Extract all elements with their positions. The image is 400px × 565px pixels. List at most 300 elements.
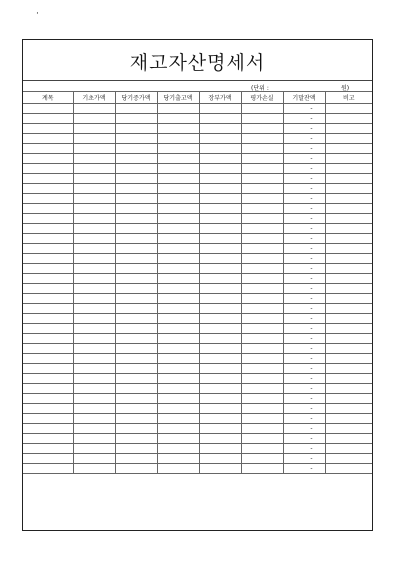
table-cell[interactable] [157, 394, 199, 404]
table-cell[interactable] [157, 434, 199, 444]
ending-balance-cell[interactable]: - [283, 364, 325, 374]
table-cell[interactable] [241, 424, 283, 434]
table-cell[interactable] [241, 294, 283, 304]
table-cell[interactable] [157, 384, 199, 394]
table-cell[interactable] [325, 314, 372, 324]
table-cell[interactable] [73, 274, 115, 284]
table-cell[interactable] [115, 314, 157, 324]
table-cell[interactable] [325, 454, 372, 464]
table-row [23, 364, 372, 374]
table-cell[interactable] [157, 154, 199, 164]
ending-balance-cell[interactable]: - [283, 274, 325, 284]
table-cell[interactable] [115, 214, 157, 224]
table-cell[interactable] [115, 204, 157, 214]
table-cell[interactable] [199, 104, 241, 114]
table-cell[interactable] [73, 154, 115, 164]
table-cell[interactable] [23, 154, 73, 164]
table-cell[interactable] [157, 424, 199, 434]
table-cell[interactable] [199, 334, 241, 344]
table-cell[interactable] [23, 434, 73, 444]
table-cell[interactable] [115, 234, 157, 244]
ending-balance-cell[interactable]: - [283, 144, 325, 154]
table-cell[interactable] [241, 284, 283, 294]
ending-balance-cell[interactable]: - [283, 124, 325, 134]
table-cell[interactable] [199, 204, 241, 214]
table-cell[interactable] [157, 264, 199, 274]
table-cell[interactable] [325, 434, 372, 444]
table-cell[interactable] [325, 134, 372, 144]
table-cell[interactable] [241, 254, 283, 264]
table-cell[interactable] [73, 104, 115, 114]
table-cell[interactable] [325, 304, 372, 314]
table-cell[interactable] [199, 184, 241, 194]
ending-balance-cell[interactable]: - [283, 254, 325, 264]
table-cell[interactable] [23, 204, 73, 214]
table-cell[interactable] [325, 154, 372, 164]
table-cell[interactable] [241, 384, 283, 394]
table-cell[interactable] [157, 134, 199, 144]
table-cell[interactable] [241, 124, 283, 134]
table-cell[interactable] [23, 464, 73, 474]
table-cell[interactable] [115, 264, 157, 274]
ending-balance-cell[interactable]: - [283, 214, 325, 224]
table-cell[interactable] [157, 304, 199, 314]
ending-balance-cell[interactable]: - [283, 354, 325, 364]
table-cell[interactable] [241, 164, 283, 174]
table-cell[interactable] [199, 274, 241, 284]
table-cell[interactable] [23, 114, 73, 124]
table-cell[interactable] [199, 134, 241, 144]
table-cell[interactable] [325, 444, 372, 454]
table-row [23, 174, 372, 184]
table-cell[interactable] [115, 274, 157, 284]
table-cell[interactable] [23, 284, 73, 294]
table-cell[interactable] [241, 224, 283, 234]
table-cell[interactable] [73, 114, 115, 124]
table-cell[interactable] [73, 374, 115, 384]
table-cell[interactable] [325, 364, 372, 374]
ending-balance-cell[interactable]: - [283, 154, 325, 164]
table-cell[interactable] [115, 154, 157, 164]
ending-balance-cell[interactable]: - [283, 194, 325, 204]
table-cell[interactable] [199, 414, 241, 424]
ending-balance-cell[interactable]: - [283, 284, 325, 294]
table-cell[interactable] [199, 214, 241, 224]
table-cell[interactable] [241, 444, 283, 454]
table-cell[interactable] [157, 454, 199, 464]
table-cell[interactable] [23, 314, 73, 324]
table-cell[interactable] [73, 174, 115, 184]
ending-balance-cell[interactable]: - [283, 404, 325, 414]
table-cell[interactable] [115, 384, 157, 394]
table-cell[interactable] [241, 304, 283, 314]
table-cell[interactable] [199, 174, 241, 184]
table-cell[interactable] [325, 104, 372, 114]
table-cell[interactable] [115, 404, 157, 414]
table-cell[interactable] [241, 104, 283, 114]
table-cell[interactable] [157, 244, 199, 254]
table-cell[interactable] [241, 134, 283, 144]
table-cell[interactable] [73, 424, 115, 434]
table-cell[interactable] [115, 164, 157, 174]
table-cell[interactable] [23, 274, 73, 284]
table-cell[interactable] [23, 414, 73, 424]
table-cell[interactable] [157, 164, 199, 174]
table-cell[interactable] [73, 204, 115, 214]
table-cell[interactable] [325, 464, 372, 474]
table-cell[interactable] [325, 264, 372, 274]
table-cell[interactable] [325, 404, 372, 414]
table-cell[interactable] [241, 324, 283, 334]
table-cell[interactable] [325, 174, 372, 184]
table-cell[interactable] [23, 374, 73, 384]
table-cell[interactable] [325, 194, 372, 204]
table-cell[interactable] [73, 344, 115, 354]
table-cell[interactable] [157, 414, 199, 424]
table-cell[interactable] [23, 364, 73, 374]
table-cell[interactable] [73, 284, 115, 294]
table-cell[interactable] [115, 374, 157, 384]
table-cell[interactable] [23, 244, 73, 254]
table-cell[interactable] [115, 144, 157, 154]
ending-balance-cell[interactable]: - [283, 444, 325, 454]
table-cell[interactable] [115, 424, 157, 434]
table-cell[interactable] [199, 374, 241, 384]
ending-balance-cell[interactable]: - [283, 414, 325, 424]
table-cell[interactable] [325, 274, 372, 284]
table-cell[interactable] [23, 194, 73, 204]
table-cell[interactable] [241, 214, 283, 224]
table-cell[interactable] [115, 294, 157, 304]
table-cell[interactable] [157, 324, 199, 334]
ending-balance-cell[interactable]: - [283, 424, 325, 434]
table-cell[interactable] [241, 414, 283, 424]
inventory-table [23, 91, 372, 474]
table-cell[interactable] [199, 424, 241, 434]
table-cell[interactable] [241, 234, 283, 244]
table-cell[interactable] [241, 334, 283, 344]
table-cell[interactable] [73, 294, 115, 304]
table-cell[interactable] [199, 294, 241, 304]
table-cell[interactable] [23, 444, 73, 454]
table-cell[interactable] [115, 244, 157, 254]
ending-balance-cell[interactable]: - [283, 394, 325, 404]
table-cell[interactable] [241, 434, 283, 444]
table-cell[interactable] [23, 384, 73, 394]
table-cell[interactable] [157, 104, 199, 114]
table-cell[interactable] [157, 274, 199, 284]
ending-balance-cell[interactable]: - [283, 114, 325, 124]
table-cell[interactable] [325, 414, 372, 424]
table-cell[interactable] [115, 434, 157, 444]
table-cell[interactable] [325, 144, 372, 154]
table-cell[interactable] [73, 394, 115, 404]
table-cell[interactable] [325, 394, 372, 404]
ending-balance-cell[interactable]: - [283, 174, 325, 184]
table-cell[interactable] [115, 134, 157, 144]
table-cell[interactable] [325, 354, 372, 364]
table-cell[interactable] [115, 344, 157, 354]
table-cell[interactable] [115, 254, 157, 264]
table-cell[interactable] [115, 184, 157, 194]
table-cell[interactable] [325, 244, 372, 254]
table-cell[interactable] [157, 314, 199, 324]
table-cell[interactable] [23, 174, 73, 184]
table-cell[interactable] [23, 334, 73, 344]
table-cell[interactable] [199, 264, 241, 274]
table-cell[interactable] [325, 374, 372, 384]
table-cell[interactable] [73, 214, 115, 224]
table-cell[interactable] [115, 354, 157, 364]
table-cell[interactable] [73, 194, 115, 204]
table-cell[interactable] [199, 234, 241, 244]
table-cell[interactable] [23, 354, 73, 364]
table-cell[interactable] [325, 344, 372, 354]
table-cell[interactable] [115, 174, 157, 184]
table-cell[interactable] [23, 424, 73, 434]
table-cell[interactable] [23, 124, 73, 134]
table-cell[interactable] [199, 194, 241, 204]
table-cell[interactable] [157, 364, 199, 374]
table-cell[interactable] [23, 264, 73, 274]
table-cell[interactable] [199, 354, 241, 364]
table-cell[interactable] [23, 214, 73, 224]
table-cell[interactable] [199, 284, 241, 294]
table-cell[interactable] [73, 364, 115, 374]
table-cell[interactable] [23, 144, 73, 154]
table-cell[interactable] [23, 344, 73, 354]
table-cell[interactable] [325, 114, 372, 124]
table-cell[interactable] [325, 204, 372, 214]
table-cell[interactable] [23, 324, 73, 334]
table-cell[interactable] [325, 224, 372, 234]
table-cell[interactable] [157, 444, 199, 454]
table-cell[interactable] [199, 154, 241, 164]
table-cell[interactable] [325, 384, 372, 394]
table-cell[interactable] [23, 104, 73, 114]
table-cell[interactable] [157, 234, 199, 244]
table-cell[interactable] [115, 444, 157, 454]
table-cell[interactable] [73, 324, 115, 334]
table-cell[interactable] [199, 164, 241, 174]
table-cell[interactable] [325, 124, 372, 134]
table-cell[interactable] [115, 224, 157, 234]
table-cell[interactable] [73, 224, 115, 234]
table-cell[interactable] [73, 314, 115, 324]
table-cell[interactable] [115, 124, 157, 134]
table-cell[interactable] [23, 394, 73, 404]
ending-balance-cell[interactable]: - [283, 374, 325, 384]
table-cell[interactable] [23, 404, 73, 414]
table-cell[interactable] [115, 454, 157, 464]
table-cell[interactable] [325, 214, 372, 224]
table-cell[interactable] [115, 284, 157, 294]
table-cell[interactable] [73, 454, 115, 464]
table-cell[interactable] [199, 364, 241, 374]
table-cell[interactable] [157, 194, 199, 204]
table-cell[interactable] [157, 144, 199, 154]
table-cell[interactable] [115, 324, 157, 334]
table-cell[interactable] [73, 164, 115, 174]
ending-balance-cell[interactable]: - [283, 104, 325, 114]
table-cell[interactable] [199, 404, 241, 414]
table-cell[interactable] [325, 234, 372, 244]
table-cell[interactable] [73, 434, 115, 444]
table-cell[interactable] [241, 244, 283, 254]
table-cell[interactable] [157, 174, 199, 184]
table-cell[interactable] [73, 124, 115, 134]
table-cell[interactable] [199, 384, 241, 394]
table-cell[interactable] [115, 394, 157, 404]
table-cell[interactable] [199, 344, 241, 354]
ending-balance-cell[interactable]: - [283, 224, 325, 234]
table-cell[interactable] [241, 404, 283, 414]
table-cell[interactable] [199, 304, 241, 314]
table-cell[interactable] [241, 344, 283, 354]
table-cell[interactable] [73, 184, 115, 194]
table-cell[interactable] [73, 404, 115, 414]
ending-balance-cell[interactable]: - [283, 334, 325, 344]
table-cell[interactable] [157, 464, 199, 474]
table-cell[interactable] [325, 164, 372, 174]
table-cell[interactable] [73, 464, 115, 474]
table-cell[interactable] [325, 324, 372, 334]
ending-balance-cell[interactable]: - [283, 384, 325, 394]
ending-balance-cell[interactable]: - [283, 184, 325, 194]
table-cell[interactable] [157, 334, 199, 344]
table-cell[interactable] [23, 454, 73, 464]
table-cell[interactable] [23, 304, 73, 314]
table-cell[interactable] [73, 384, 115, 394]
ending-balance-cell[interactable]: - [283, 464, 325, 474]
table-cell[interactable] [241, 154, 283, 164]
table-cell[interactable] [241, 174, 283, 184]
table-cell[interactable] [241, 394, 283, 404]
ending-balance-cell[interactable]: - [283, 134, 325, 144]
table-cell[interactable] [241, 314, 283, 324]
table-cell[interactable] [73, 234, 115, 244]
table-cell[interactable] [73, 254, 115, 264]
table-cell[interactable] [241, 194, 283, 204]
table-cell[interactable] [23, 254, 73, 264]
table-cell[interactable] [157, 284, 199, 294]
table-cell[interactable] [325, 424, 372, 434]
table-cell[interactable] [241, 464, 283, 474]
table-cell[interactable] [241, 114, 283, 124]
table-cell[interactable] [199, 434, 241, 444]
table-cell[interactable] [157, 114, 199, 124]
table-cell[interactable] [157, 294, 199, 304]
table-cell[interactable] [115, 464, 157, 474]
ending-balance-cell[interactable]: - [283, 434, 325, 444]
table-cell[interactable] [325, 284, 372, 294]
table-cell[interactable] [199, 244, 241, 254]
table-cell[interactable] [157, 404, 199, 414]
table-cell[interactable] [157, 354, 199, 364]
table-cell[interactable] [73, 304, 115, 314]
table-cell[interactable] [157, 124, 199, 134]
table-cell[interactable] [73, 144, 115, 154]
table-cell[interactable] [241, 274, 283, 284]
table-cell[interactable] [241, 184, 283, 194]
table-cell[interactable] [325, 254, 372, 264]
table-cell[interactable] [199, 224, 241, 234]
table-cell[interactable] [325, 334, 372, 344]
table-cell[interactable] [325, 294, 372, 304]
table-cell[interactable] [199, 444, 241, 454]
ending-balance-cell[interactable]: - [283, 314, 325, 324]
ending-balance-cell[interactable]: - [283, 164, 325, 174]
table-cell[interactable] [157, 184, 199, 194]
ending-balance-cell[interactable]: - [283, 324, 325, 334]
table-cell[interactable] [241, 264, 283, 274]
table-cell[interactable] [73, 244, 115, 254]
table-cell[interactable] [23, 134, 73, 144]
table-cell[interactable] [115, 104, 157, 114]
table-cell[interactable] [157, 204, 199, 214]
table-cell[interactable] [199, 254, 241, 264]
table-cell[interactable] [157, 344, 199, 354]
table-cell[interactable] [157, 374, 199, 384]
table-cell[interactable] [241, 374, 283, 384]
table-cell[interactable] [241, 354, 283, 364]
table-cell[interactable] [115, 364, 157, 374]
table-cell[interactable] [199, 394, 241, 404]
table-cell[interactable] [199, 144, 241, 154]
table-cell[interactable] [23, 224, 73, 234]
ending-balance-cell[interactable]: - [283, 294, 325, 304]
table-cell[interactable] [73, 414, 115, 424]
table-cell[interactable] [23, 164, 73, 174]
table-cell[interactable] [199, 464, 241, 474]
table-cell[interactable] [73, 334, 115, 344]
table-cell[interactable] [157, 254, 199, 264]
table-cell[interactable] [115, 334, 157, 344]
table-cell[interactable] [115, 114, 157, 124]
table-cell[interactable] [241, 454, 283, 464]
ending-balance-cell[interactable]: - [283, 344, 325, 354]
table-cell[interactable] [73, 264, 115, 274]
table-cell[interactable] [23, 294, 73, 304]
table-cell[interactable] [73, 134, 115, 144]
table-cell[interactable] [199, 454, 241, 464]
ending-balance-cell[interactable]: - [283, 454, 325, 464]
table-cell[interactable] [157, 224, 199, 234]
table-cell[interactable] [199, 324, 241, 334]
table-cell[interactable] [115, 414, 157, 424]
table-cell[interactable] [241, 204, 283, 214]
table-cell[interactable] [23, 184, 73, 194]
table-cell[interactable] [73, 354, 115, 364]
table-cell[interactable] [115, 194, 157, 204]
table-cell[interactable] [73, 444, 115, 454]
table-cell[interactable] [199, 114, 241, 124]
table-cell[interactable] [157, 214, 199, 224]
ending-balance-cell[interactable]: - [283, 304, 325, 314]
table-cell[interactable] [241, 364, 283, 374]
table-cell[interactable] [23, 234, 73, 244]
table-cell[interactable] [325, 184, 372, 194]
table-cell[interactable] [199, 124, 241, 134]
table-cell[interactable] [115, 304, 157, 314]
table-cell[interactable] [241, 144, 283, 154]
table-row [23, 344, 372, 354]
ending-balance-cell[interactable]: - [283, 244, 325, 254]
ending-balance-cell[interactable]: - [283, 264, 325, 274]
table-cell[interactable] [199, 314, 241, 324]
ending-balance-cell[interactable]: - [283, 204, 325, 214]
ending-balance-cell[interactable]: - [283, 234, 325, 244]
